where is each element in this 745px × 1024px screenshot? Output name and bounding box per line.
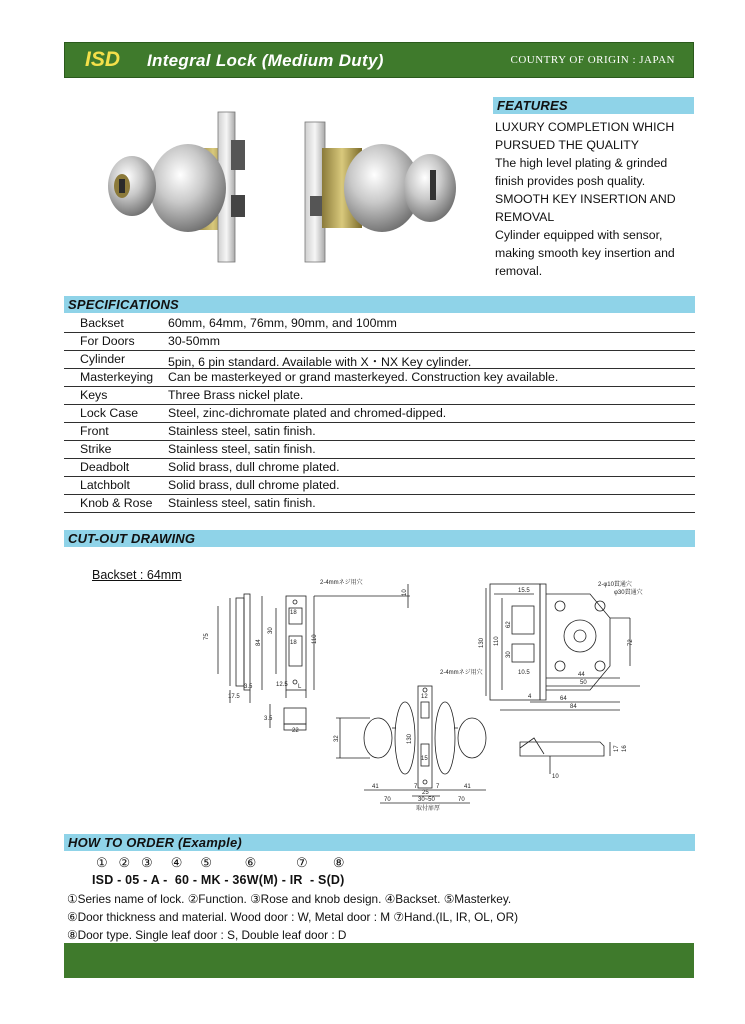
- spec-label: Lock Case: [80, 406, 139, 420]
- dim-label: 62: [506, 621, 512, 628]
- order-numbers: ① ② ③ ④ ⑤ ⑥ ⑦ ⑧: [96, 855, 345, 870]
- spec-row: [64, 368, 695, 387]
- dim-label: 130: [479, 637, 485, 648]
- spec-row: [64, 314, 695, 333]
- dim-label: 30: [506, 651, 512, 658]
- backset-label: Backset : 64mm: [92, 568, 182, 582]
- dim-label: 取付扉厚: [416, 806, 441, 812]
- dim-label: 2-φ10貫通穴: [598, 582, 632, 588]
- dim-label: 10: [552, 774, 559, 780]
- spec-label: Front: [80, 424, 109, 438]
- features-text: [495, 118, 710, 280]
- dim-label: 17: [614, 745, 620, 752]
- spec-label: Cylinder: [80, 352, 126, 366]
- spec-value: Can be masterkeyed or grand masterkeyed. Construction key available.: [168, 370, 559, 384]
- dim-label: 70: [458, 797, 465, 803]
- dim-label: L: [298, 684, 302, 690]
- dim-label: 130: [407, 733, 413, 744]
- spec-label: Backset: [80, 316, 124, 330]
- cutout-bar: [64, 530, 695, 547]
- dim-label: 30: [268, 627, 274, 634]
- spec-label: Masterkeying: [80, 370, 154, 384]
- order-heading: HOW TO ORDER (Example): [68, 835, 242, 850]
- order-legend-line: ⑧Door type. Single leaf door : S, Double leaf door : D: [67, 928, 347, 942]
- dim-label: 75: [204, 633, 210, 640]
- dim-label: 2-4mmネジ用穴: [320, 580, 363, 586]
- dim-label: 2-4mmネジ用穴: [440, 670, 483, 676]
- specifications-bar: [64, 296, 695, 313]
- dim-label: 10: [402, 589, 408, 596]
- spec-row: [64, 440, 695, 459]
- feature-line: Cylinder equipped with sensor,: [495, 228, 663, 242]
- spec-row: [64, 350, 695, 369]
- feature-line: finish provides posh quality.: [495, 174, 646, 188]
- dim-label: 12.5: [276, 682, 288, 688]
- feature-line: PURSUED THE QUALITY: [495, 138, 639, 152]
- spec-row: [64, 476, 695, 495]
- features-heading: FEATURES: [497, 98, 568, 113]
- dim-label: 3.5: [244, 684, 253, 690]
- header-band: [64, 42, 694, 78]
- dim-label: 17.5: [228, 694, 240, 700]
- dim-label: 72: [628, 639, 634, 646]
- dim-label: 18: [290, 640, 297, 646]
- spec-label: Strike: [80, 442, 112, 456]
- country-of-origin: COUNTRY OF ORIGIN : JAPAN: [510, 54, 675, 66]
- dim-label: 110: [312, 634, 318, 644]
- dim-label: 15: [421, 756, 428, 762]
- feature-line: The high level plating & grinded: [495, 156, 668, 170]
- spec-label: Deadbolt: [80, 460, 130, 474]
- feature-line: REMOVAL: [495, 210, 555, 224]
- spec-value: Solid brass, dull chrome plated.: [168, 478, 340, 492]
- dim-label: 44: [578, 672, 585, 678]
- spec-label: Knob & Rose: [80, 496, 153, 510]
- dim-label: 50: [580, 680, 587, 686]
- spec-value: Three Brass nickel plate.: [168, 388, 304, 402]
- dim-label: 4: [528, 694, 532, 700]
- feature-line: LUXURY COMPLETION WHICH: [495, 120, 675, 134]
- feature-line: SMOOTH KEY INSERTION AND: [495, 192, 676, 206]
- spec-value: Stainless steel, satin finish.: [168, 424, 316, 438]
- spec-value: 60mm, 64mm, 76mm, 90mm, and 100mm: [168, 316, 397, 330]
- dim-label: 7: [436, 784, 440, 790]
- product-photo: [100, 100, 480, 280]
- dim-label: 110: [494, 636, 500, 646]
- lock-image-right: [305, 122, 456, 262]
- dim-label: 41: [464, 784, 471, 790]
- dim-label: 32: [334, 735, 340, 742]
- page-title: Integral Lock (Medium Duty): [147, 51, 384, 70]
- brand-logo: ISD: [85, 48, 121, 71]
- dim-label: 84: [570, 704, 577, 710]
- specifications-heading: SPECIFICATIONS: [68, 297, 179, 312]
- spec-row: [64, 404, 695, 423]
- features-bar: [493, 97, 694, 114]
- spec-value: Stainless steel, satin finish.: [168, 442, 316, 456]
- cutout-heading: CUT-OUT DRAWING: [68, 531, 196, 546]
- spec-row: [64, 422, 695, 441]
- dim-label: 25: [422, 790, 429, 796]
- dim-label: 22: [292, 728, 299, 734]
- spec-label: Latchbolt: [80, 478, 130, 492]
- spec-value: Solid brass, dull chrome plated.: [168, 460, 340, 474]
- order-code: ISD - 05 - A - 60 - MK - 36W(M) - IR - S(D): [92, 873, 345, 887]
- dim-label: 12: [421, 694, 428, 700]
- order-legend-line: ⑥Door thickness and material. Wood door : W, Metal door : M ⑦Hand.(IL, IR, OL, OR): [67, 910, 519, 924]
- order-bar: [64, 834, 695, 851]
- feature-line: removal.: [495, 264, 543, 278]
- dim-label: 18: [290, 610, 297, 616]
- dim-label: 10.5: [518, 670, 530, 676]
- footer-band: [64, 943, 694, 978]
- dim-label: 30~50: [418, 797, 435, 803]
- spec-label: Keys: [80, 388, 108, 402]
- dim-label: 64: [560, 696, 567, 702]
- spec-row: [64, 332, 695, 351]
- spec-value: Steel, zinc-dichromate plated and chromed-dipped.: [168, 406, 447, 420]
- spec-row: [64, 494, 695, 513]
- spec-row: [64, 458, 695, 477]
- order-legend-line: ①Series name of lock. ②Function. ③Rose and knob design. ④Backset. ⑤Masterkey.: [67, 892, 512, 906]
- dim-label: 16: [622, 745, 628, 752]
- spec-value: 5pin, 6 pin standard. Available with X・NX Key cylinder.: [168, 355, 472, 369]
- spec-value: Stainless steel, satin finish.: [168, 496, 316, 510]
- dim-label: 84: [256, 639, 262, 646]
- dim-label: 15.5: [518, 588, 530, 594]
- spec-row: [64, 386, 695, 405]
- dim-label: 7: [414, 784, 418, 790]
- dim-label: φ30貫通穴: [614, 590, 643, 596]
- dim-label: 3.5: [264, 716, 273, 722]
- dim-label: 70: [384, 797, 391, 803]
- dim-label: 41: [372, 784, 379, 790]
- cutout-drawing: [200, 578, 660, 823]
- lock-image-left: [108, 112, 245, 262]
- spec-label: For Doors: [80, 334, 135, 348]
- spec-value: 30-50mm: [168, 334, 220, 348]
- feature-line: making smooth key insertion and: [495, 246, 675, 260]
